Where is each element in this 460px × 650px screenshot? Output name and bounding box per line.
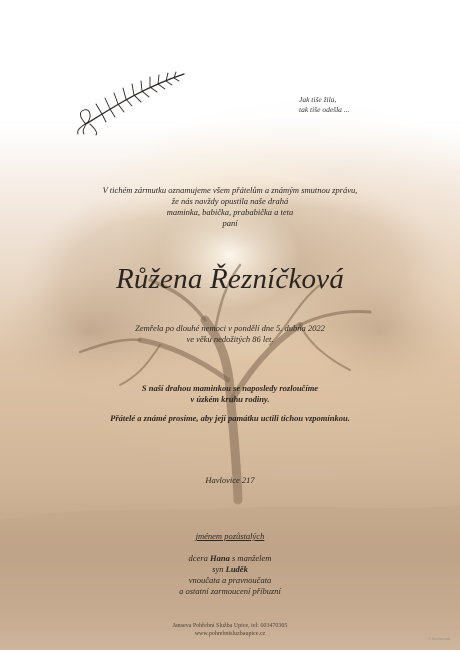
on-behalf-heading: jménem pozůstalých bbox=[195, 531, 265, 541]
footer-line-2: www.pohrebnisluzbaupice.cz bbox=[194, 631, 266, 637]
funeral-service-footer bbox=[40, 622, 420, 638]
announcement-intro bbox=[40, 185, 420, 229]
family-line-1: dcera Hana s manželem bbox=[188, 553, 272, 563]
intro-line-2: že nás navždy opustila naše drahá bbox=[171, 196, 289, 206]
family-line-4: a ostatní zarmoucení příbuzní bbox=[179, 586, 281, 596]
motto-line-2: tak tiše odešla ... bbox=[299, 104, 350, 114]
remembrance-request: Přátelé a známé prosíme, aby její památku uctili tichou vzpomínkou. bbox=[110, 413, 350, 423]
death-notice bbox=[40, 323, 420, 345]
motto-line-1: Jak tiše žila, bbox=[299, 95, 337, 104]
death-notice-line-2: ve věku nedožitých 86 let. bbox=[186, 334, 274, 344]
family-list bbox=[40, 553, 420, 597]
deceased-name: Růžena Řezníčková bbox=[115, 263, 345, 295]
death-notice-line-1: Zemřela po dlouhé nemoci v pondělí dne 5. dubna 2022 bbox=[135, 323, 325, 333]
footer-line-1: Janseva Pohřební Služba Upice, tel: 603470305 bbox=[172, 623, 288, 629]
intro-line-3: maminka, babička, prababička a teta bbox=[166, 207, 294, 217]
address: Havlovice 217 bbox=[205, 475, 255, 485]
daughter-name: Hana bbox=[210, 553, 230, 563]
family-line-3: vnoučata a pravnoučata bbox=[188, 575, 272, 585]
farewell-line-1: S naší drahou maminkou se naposledy rozloučíme bbox=[141, 383, 319, 393]
photo-credit: © fotolia.com bbox=[428, 636, 451, 641]
farewell-line-2: v úzkém kruhu rodiny. bbox=[190, 394, 270, 404]
family-line-2: syn Luděk bbox=[212, 564, 248, 574]
son-name: Luděk bbox=[225, 564, 248, 574]
palm-branch-icon bbox=[72, 66, 192, 136]
intro-line-1: V tichém zármutku oznamujeme všem přátelům a známým smutnou zprávu, bbox=[102, 185, 358, 195]
motto bbox=[299, 95, 349, 114]
farewell-notice bbox=[40, 383, 420, 405]
intro-line-4: paní bbox=[222, 218, 238, 228]
